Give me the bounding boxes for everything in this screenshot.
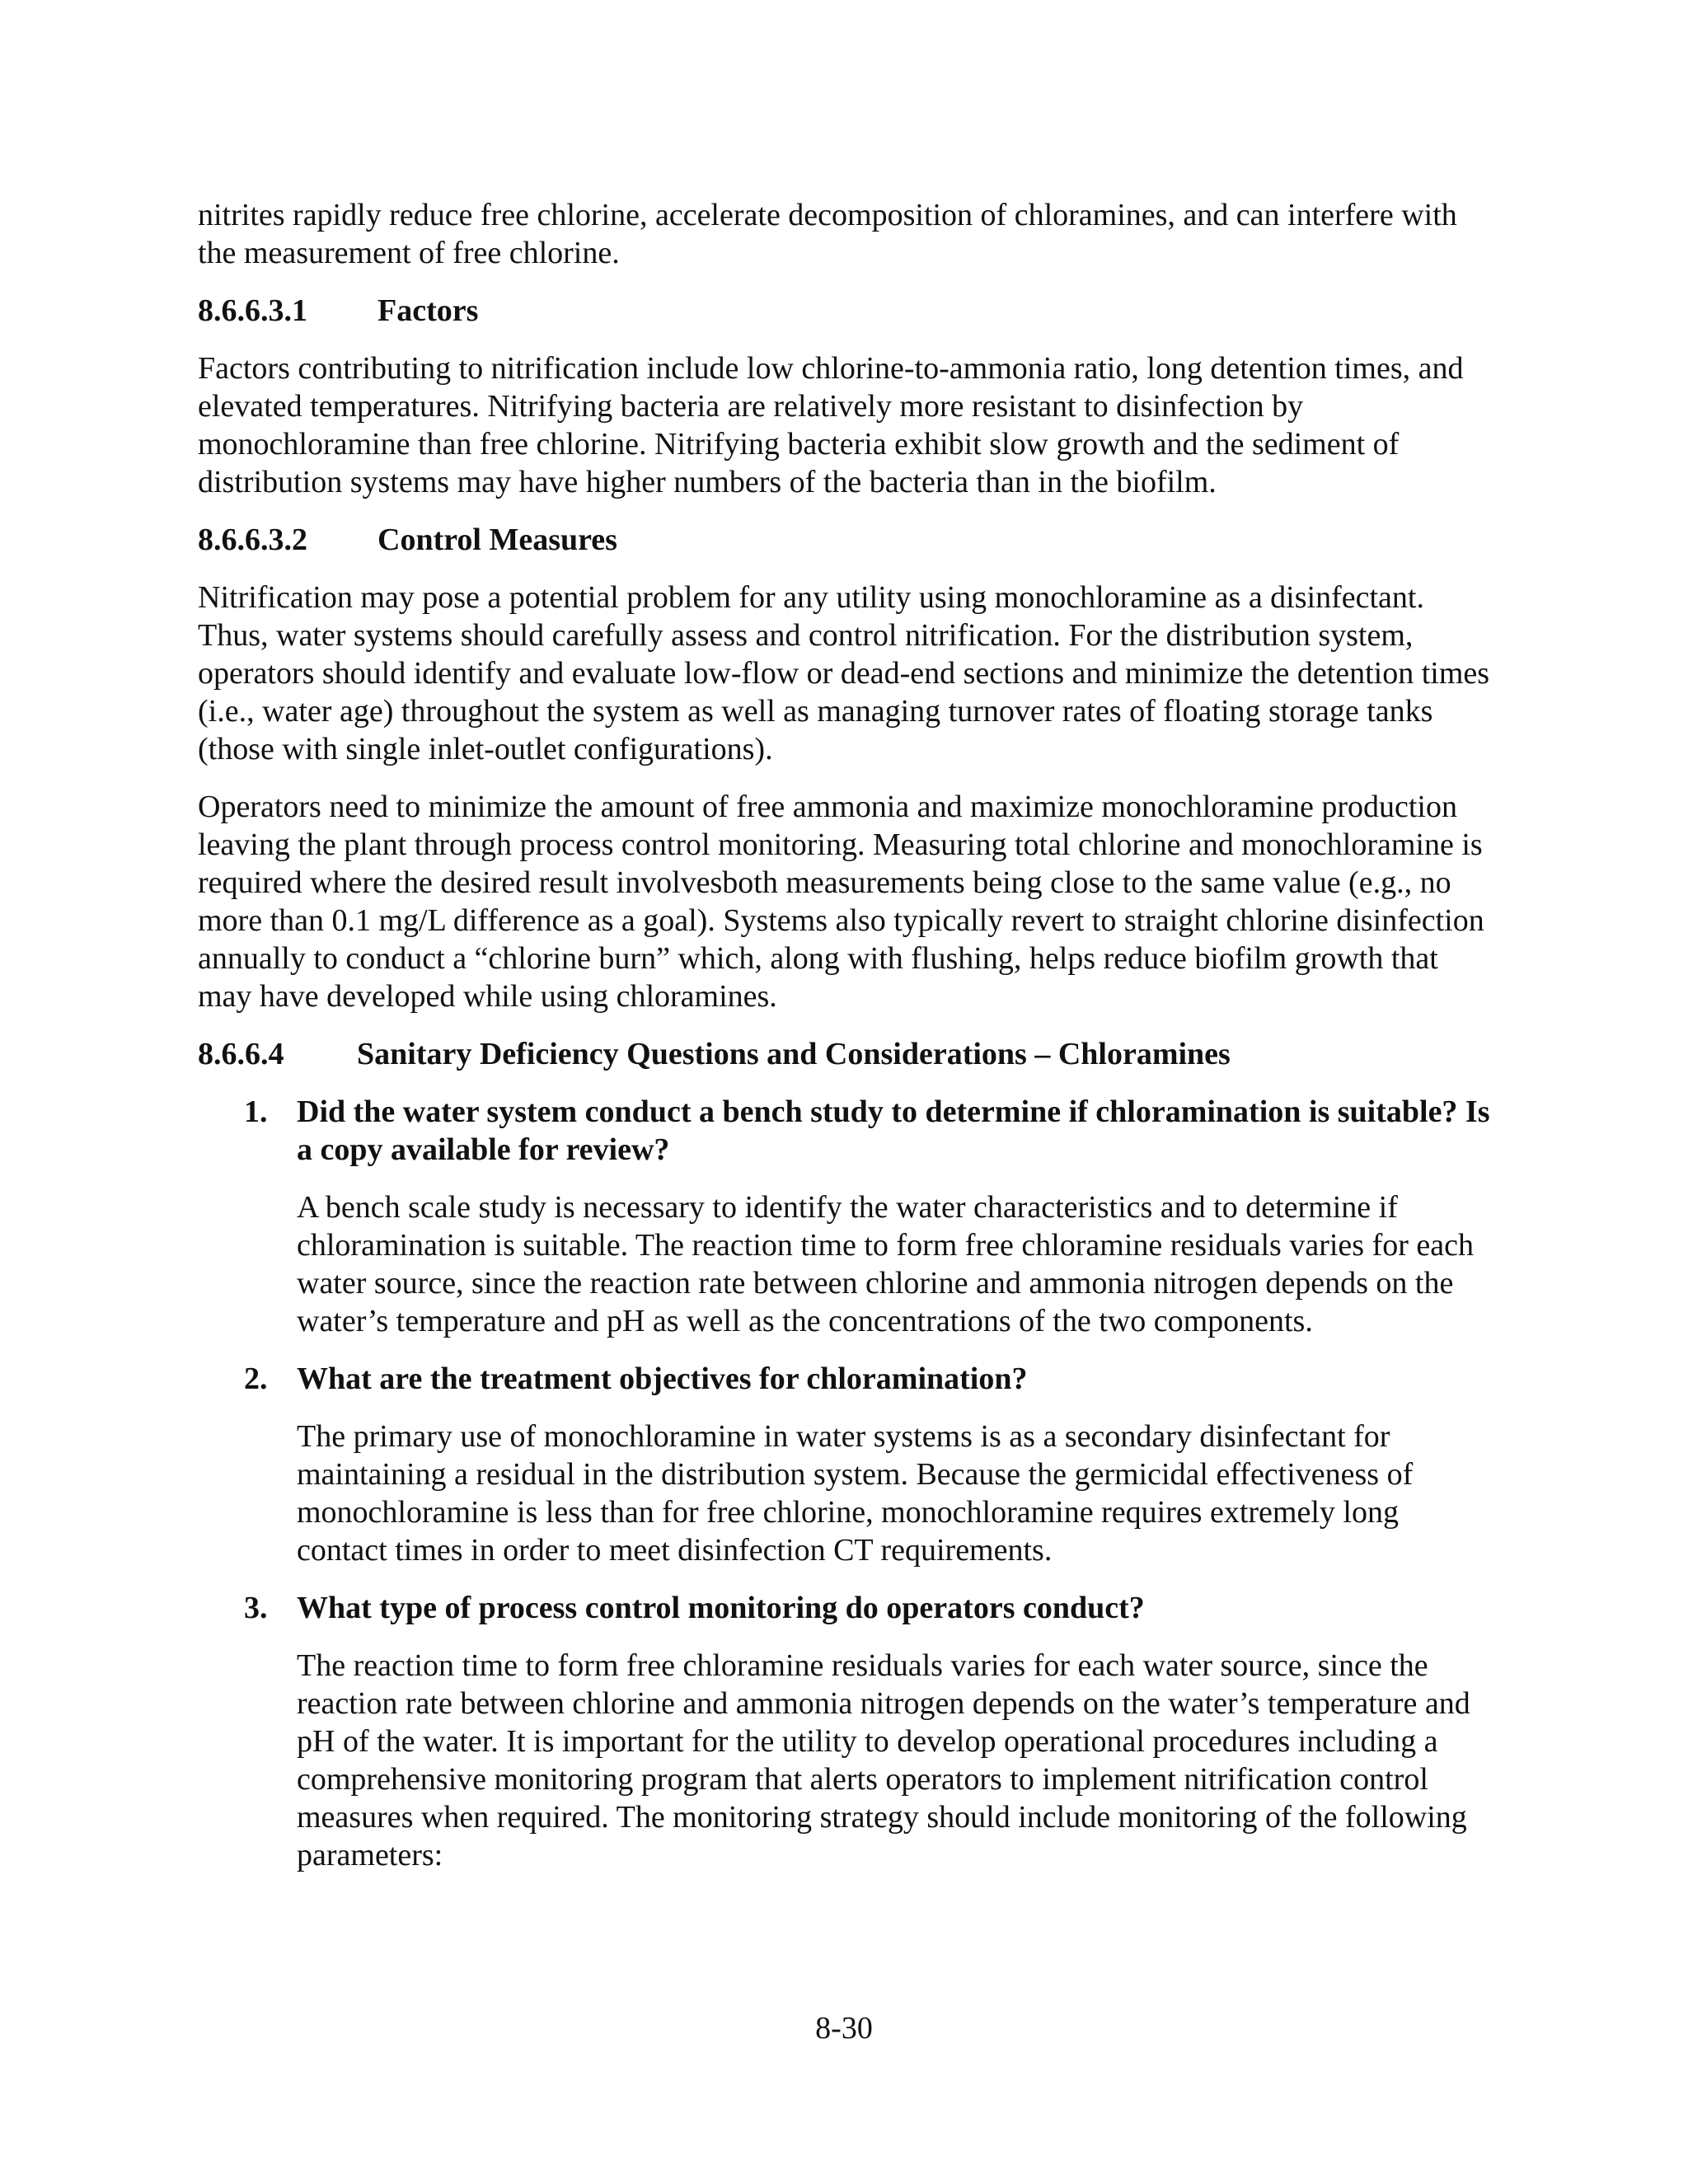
control-paragraph-1: Nitrification may pose a potential problem for any utility using monochloramine as a disinfectant. Thus, water systems should carefully assess and control nitrification. For the distribution system, operators should identify and evaluate low-flow or dead-end sections and minimize the detention times (i.e., water age) throughout the system as well as managing turnover rates of floating storage tanks (those with single inlet-outlet configurations).: [198, 580, 1490, 766]
question-number: 2.: [244, 1361, 268, 1396]
question-number: 1.: [244, 1094, 268, 1129]
question-text: What are the treatment objectives for chloramination?: [297, 1361, 1028, 1396]
question-item-3: [244, 1589, 1490, 1627]
section-number: 8.6.6.4: [198, 1037, 284, 1071]
question-number: 3.: [244, 1591, 268, 1625]
section-title: Control Measures: [377, 523, 617, 557]
section-title: Sanitary Deficiency Questions and Considerations – Chloramines: [357, 1037, 1231, 1071]
question-item-2: [244, 1360, 1490, 1398]
intro-paragraph: nitrites rapidly reduce free chlorine, accelerate decomposition of chloramines, and can interfere with the measurement of free chlorine.: [198, 198, 1457, 270]
question-item-1: [244, 1093, 1490, 1169]
section-heading-sanitary-deficiency: [198, 1035, 1490, 1073]
control-paragraph-2: Operators need to minimize the amount of free ammonia and maximize monochloramine production leaving the plant through process control monitoring. Measuring total chlorine and monochloramine is required where the desired result involvesboth measurements being close to the same value (e.g., no more than 0.1 mg/L difference as a goal). Systems also typically revert to straight chlorine disinfection annually to conduct a “chlorine burn” which, along with flushing, helps reduce biofilm growth that may have developed while using chloramines.: [198, 790, 1484, 1014]
question-text: What type of process control monitoring do operators conduct?: [297, 1591, 1145, 1625]
section-title: Factors: [377, 293, 479, 328]
answer-text-2: The primary use of monochloramine in water systems is as a secondary disinfectant for maintaining a residual in the distribution system. Because the germicidal effectiveness of monochloramine is less than for free chlorine, monochloramine requires extremely long contact times in order to meet disinfection CT requirements.: [297, 1419, 1414, 1568]
answer-text-1: A bench scale study is necessary to identify the water characteristics and to determine if chloramination is suitable. The reaction time to form free chloramine residuals varies for each water source, since the reaction rate between chlorine and ammonia nitrogen depends on the water’s temperature and pH as well as the concentrations of the two components.: [297, 1190, 1474, 1338]
factors-paragraph: Factors contributing to nitrification include low chlorine-to-ammonia ratio, long detention times, and elevated temperatures. Nitrifying bacteria are relatively more resistant to disinfection by monochloramine than free chlorine. Nitrifying bacteria exhibit slow growth and the sediment of distribution systems may have higher numbers of the bacteria than in the biofilm.: [198, 351, 1464, 499]
page-number: 8-30: [815, 2011, 873, 2046]
document-page: [198, 196, 1490, 1894]
answer-text-3: The reaction time to form free chloramine residuals varies for each water source, since the reaction rate between chlorine and ammonia nitrogen depends on the water’s temperature and pH of the water. It is important for the utility to develop operational procedures including a comprehensive monitoring program that alerts operators to implement nitrification control measures when required. The monitoring strategy should include monitoring of the following parameters:: [297, 1648, 1470, 1872]
section-heading-factors: [198, 292, 1490, 330]
section-heading-control-measures: [198, 521, 1490, 559]
question-text: Did the water system conduct a bench study to determine if chloramination is suitable? Is a copy available for review?: [297, 1094, 1490, 1167]
section-number: 8.6.6.3.2: [198, 523, 307, 557]
section-number: 8.6.6.3.1: [198, 293, 307, 328]
